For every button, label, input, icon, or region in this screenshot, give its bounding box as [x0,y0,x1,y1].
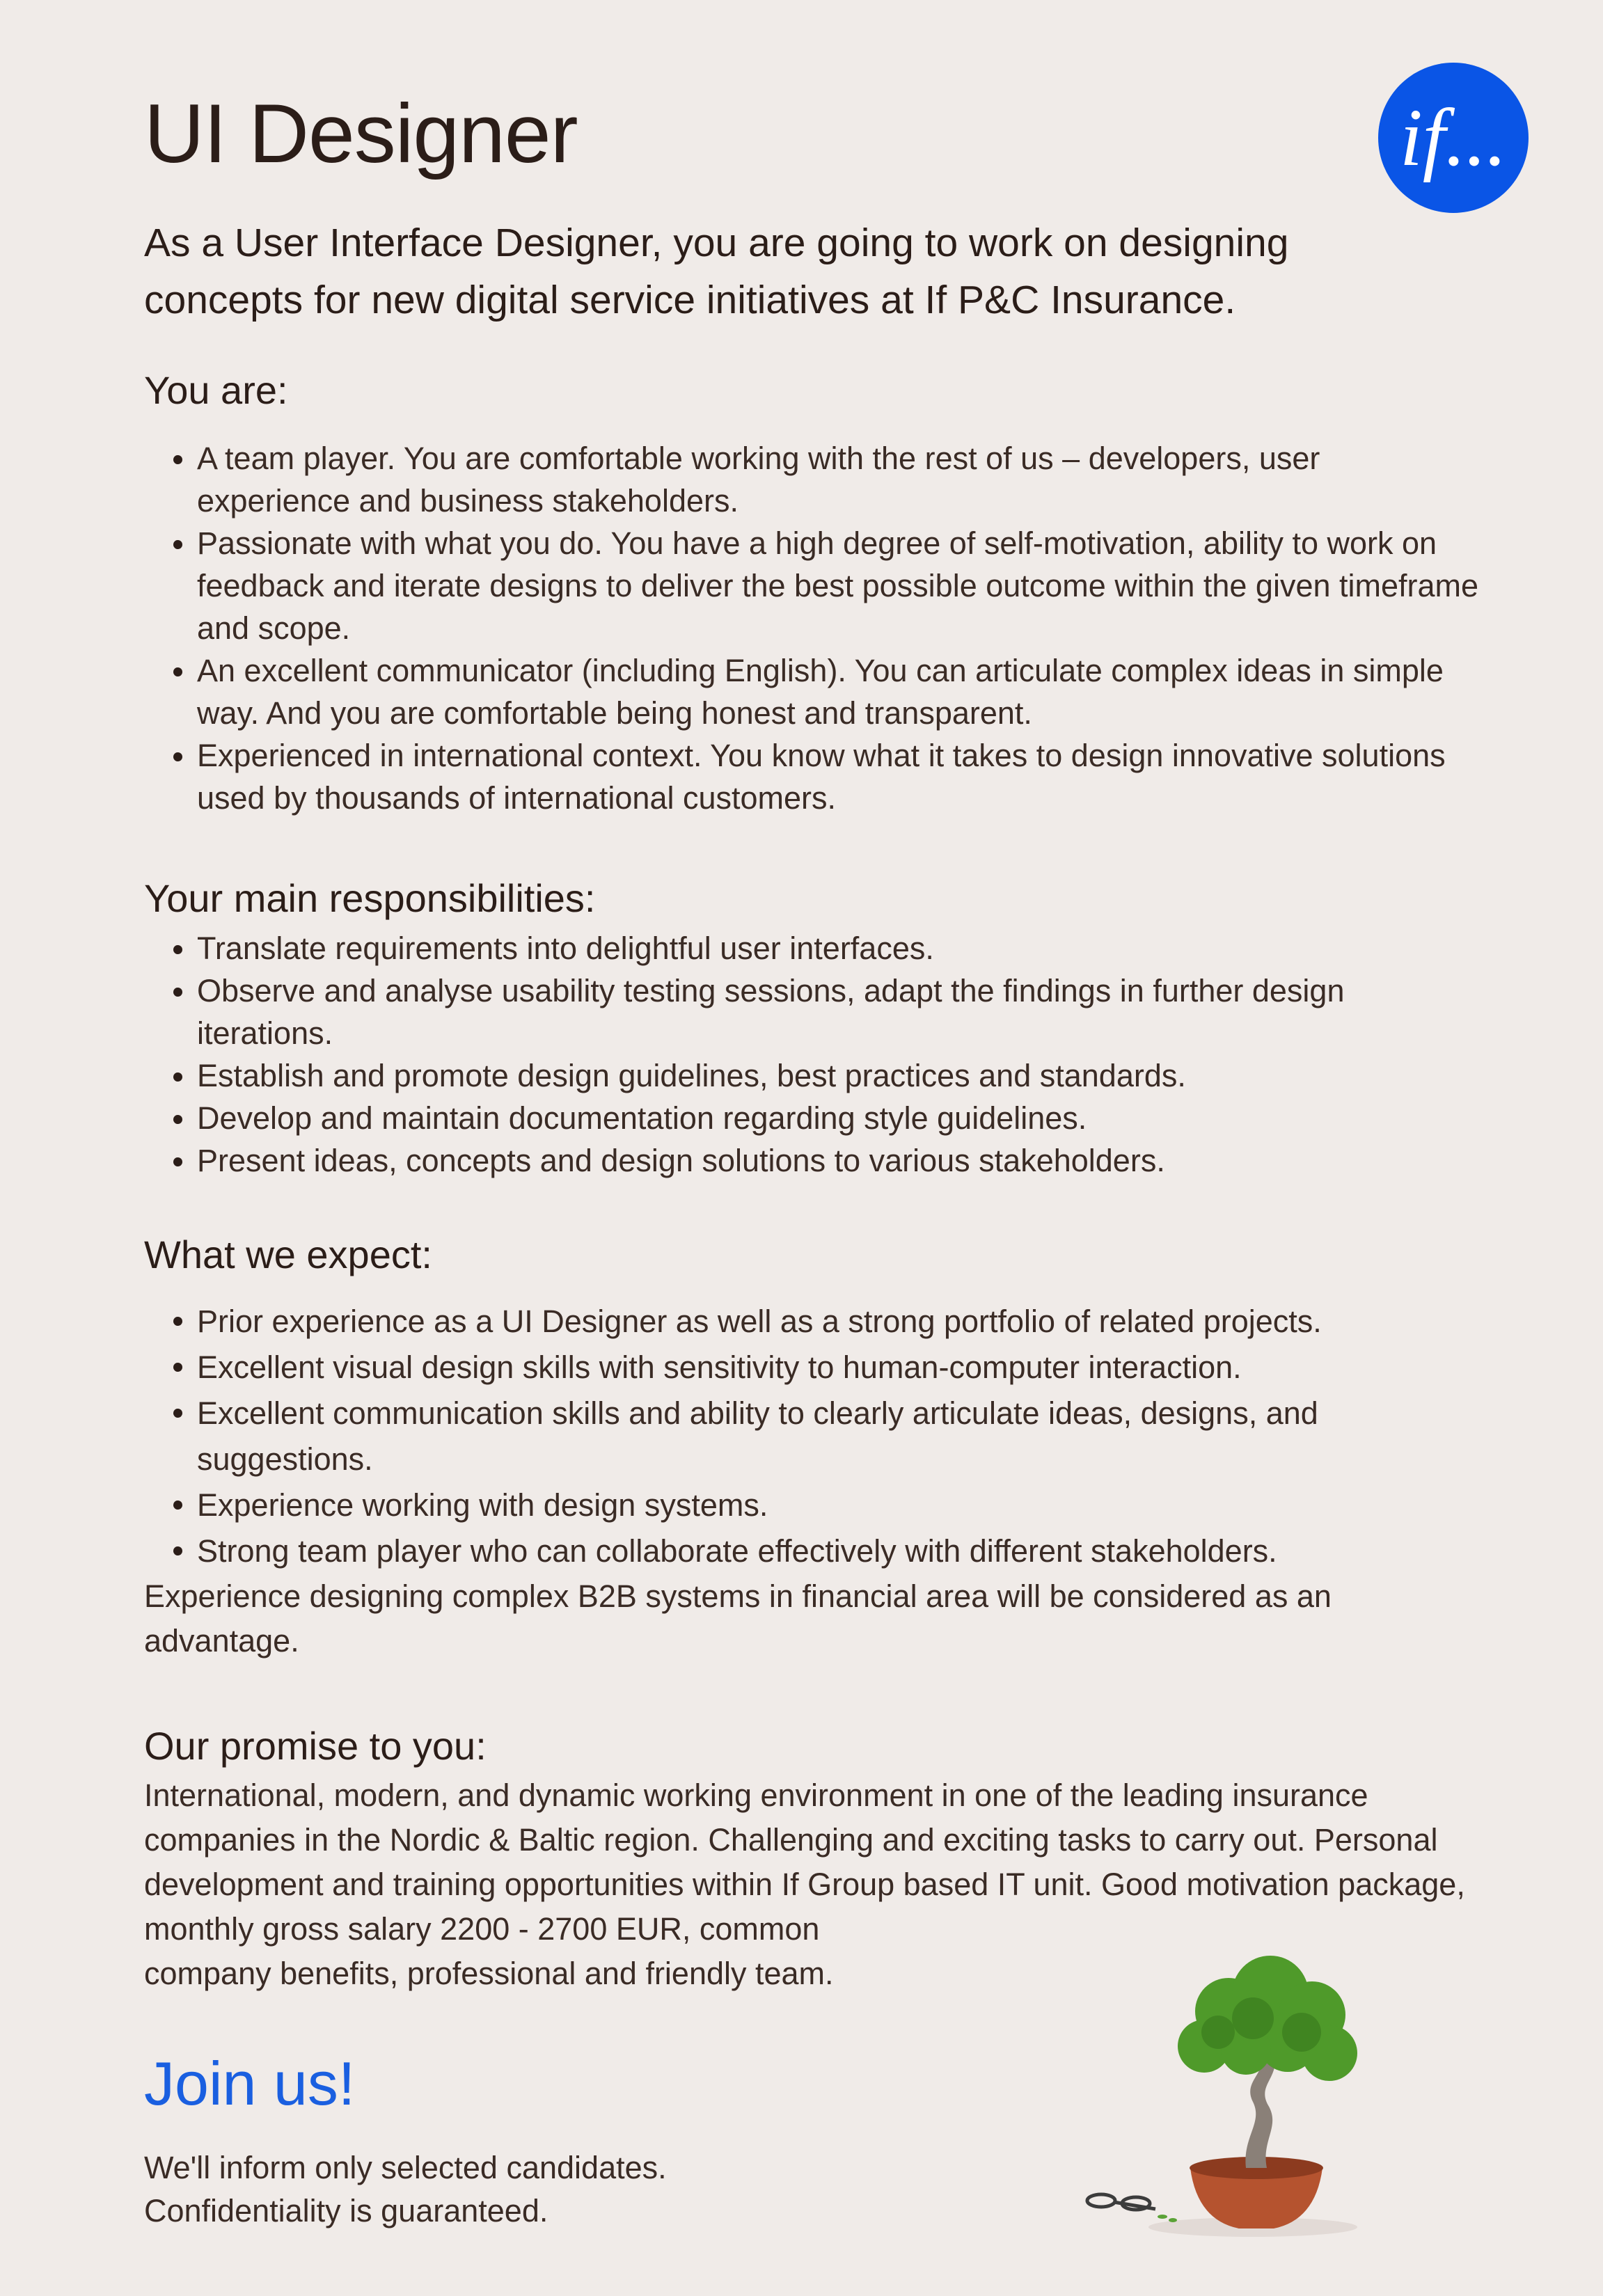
list-item: Prior experience as a UI Designer as well as a strong portfolio of related projects. [144,1299,1480,1345]
scissors-icon [1087,2194,1155,2210]
logo-text: if... [1399,92,1508,183]
expect-list [144,1299,1480,1574]
closing-line: We'll inform only selected candidates. [144,2150,667,2185]
list-item: Develop and maintain documentation regarding style guidelines. [144,1097,1480,1139]
list-item: An excellent communicator (including English). You can articulate complex ideas in simple way. And you are comfortable being honest and transparent. [144,649,1480,734]
if-logo [1378,63,1529,213]
section-heading: Our promise to you: [144,1724,487,1768]
list-item: Experience working with design systems. [144,1482,1480,1528]
list-item: Passionate with what you do. You have a high degree of self-motivation, ability to work on feedback and iterate designs to deliver the best possible outcome within the given timeframe and scope. [144,522,1480,649]
section-responsibilities [144,876,1480,1182]
list-item: Strong team player who can collaborate effectively with different stakeholders. [144,1528,1480,1574]
list-item: Excellent visual design skills with sensitivity to human-computer interaction. [144,1345,1480,1391]
section-heading: Your main responsibilities: [144,876,596,920]
page-title: UI Designer [144,87,578,180]
section-expect [144,1232,1480,1663]
responsibilities-list [144,927,1480,1182]
list-item: A team player. You are comfortable working with the rest of us – developers, user experience and business stakeholders. [144,437,1480,522]
list-item: Present ideas, concepts and design solutions to various stakeholders. [144,1139,1480,1182]
section-heading: What we expect: [144,1233,432,1276]
list-item: Experienced in international context. You know what it takes to design innovative solutions used by thousands of international customers. [144,734,1480,819]
promise-text-end: company benefits, professional and friendly team. [144,1956,834,1991]
list-item: Establish and promote design guidelines, best practices and standards. [144,1054,1480,1097]
expect-note: Experience designing complex B2B systems in financial area will be considered as an advantage. [144,1578,1332,1658]
section-heading: You are: [144,368,288,412]
join-heading: Join us! [144,2049,356,2118]
list-item: Observe and analyse usability testing sessions, adapt the findings in further design iterations. [144,969,1480,1054]
list-item: Translate requirements into delightful user interfaces. [144,927,1480,969]
closing-line: Confidentiality is guaranteed. [144,2193,548,2228]
closing-notes [144,2146,1049,2233]
bonsai-tree-image [1079,1928,1399,2248]
intro-text: As a User Interface Designer, you are going to work on designing concepts for new digital service initiatives at If P&C Insurance. [144,221,1289,322]
promise-text: International, modern, and dynamic working environment in one of the leading insurance companies in the Nordic & Baltic region. Challenging and exciting tasks to carry out. Personal development and training opportunities within If Group based IT unit. Good motivation package, monthly gross salary 2200 - 2700 EUR, common [144,1778,1465,1947]
you-are-list [144,437,1480,819]
section-you-are [144,367,1480,819]
list-item: Excellent communication skills and ability to clearly articulate ideas, designs, and suggestions. [144,1391,1480,1482]
